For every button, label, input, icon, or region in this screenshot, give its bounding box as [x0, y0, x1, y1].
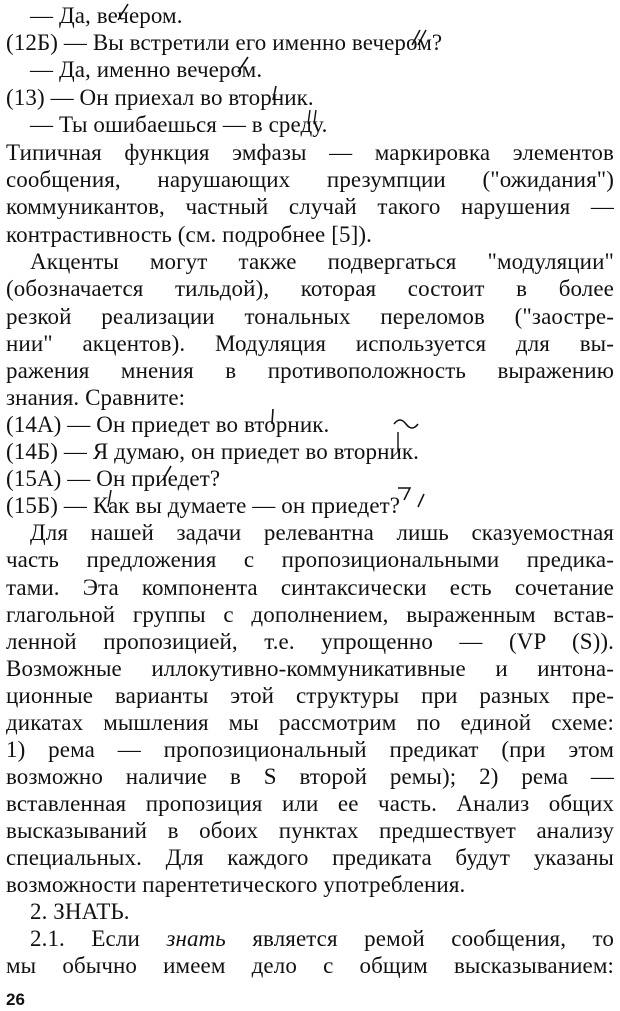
text-line: 1) рема — пропозициональный предикат (при этом [6, 737, 614, 762]
text-line: ционные варианты этой структуры при разных пре- [6, 683, 614, 708]
text-line: возможности парентетического употребления. [6, 872, 466, 897]
text-line: специальных. Для каждого предиката будут указаны [6, 845, 614, 870]
text-line: (12Б) — Вы встретили его именно вечером? [6, 30, 443, 55]
text-line: возможно наличие в S второй ремы); 2) рема — [6, 764, 614, 789]
text-line: знания. Сравните: [6, 385, 186, 410]
section-heading: 2. ЗНАТЬ. [30, 899, 130, 924]
text-line: коммуникантов, частный случай такого нарушения — [6, 194, 614, 219]
text-line: (15Б) — Как вы думаете — он приедет? [6, 493, 401, 518]
text-line: Для нашей задачи релевантна лишь сказуемостная [30, 520, 614, 545]
text-line: контрастивность (см. подробнее [5]). [6, 222, 372, 247]
text-line: ленной пропозицией, т.е. упрощенно — (VP (S)). [6, 629, 614, 654]
page-number: 26 [6, 990, 25, 1009]
text-line: Возможные иллокутивно-коммуникативные и интона- [6, 656, 614, 681]
text-line: (15А) — Он приедет? [6, 466, 221, 491]
text-line: — Ты ошибаешься — в среду. [30, 112, 328, 137]
text-line: Акценты могут также подвергаться "модуляции" [30, 249, 614, 274]
text-line: дикатах мышления мы рассмотрим по единой схеме: [6, 710, 614, 735]
text-line: высказываний в обоих пунктах предшествует анализу [6, 818, 614, 843]
text-line: мы обычно имеем дело с общим высказыванием: [6, 953, 614, 978]
text-line: ражения мнения в противоположность выражению [6, 358, 614, 383]
text-line: (14А) — Он приедет во вторник. [6, 412, 330, 437]
text-line: (14Б) — Я думаю, он приедет во вторник. [6, 439, 420, 464]
text-line: тами. Эта компонента синтаксически есть сочетание [6, 575, 614, 600]
text-line: — Да, вечером. [30, 3, 183, 28]
text-line: сообщения, нарушающих презумпции ("ожидания") [6, 167, 614, 192]
text-line: (13) — Он приехал во вторник. [6, 85, 314, 110]
text-line: нии" акцентов). Модуляция используется для вы- [6, 331, 614, 356]
text-line: вставленная пропозиция или ее часть. Анализ общих [6, 791, 614, 816]
text-line: часть предложения с пропозициональными предика- [6, 547, 614, 572]
text-line: 2.1. Если знать является ремой сообщения, то [30, 926, 614, 951]
text-line: — Да, именно вечером. [30, 57, 263, 82]
text-line: резкой реализации тональных переломов ("заостре- [6, 304, 614, 329]
text-line: Типичная функция эмфазы — маркировка элементов [6, 140, 614, 165]
text-line: глагольной группы с дополнением, выраженным встав- [6, 602, 614, 627]
text-line: (обозначается тильдой), которая состоит в более [6, 276, 614, 301]
